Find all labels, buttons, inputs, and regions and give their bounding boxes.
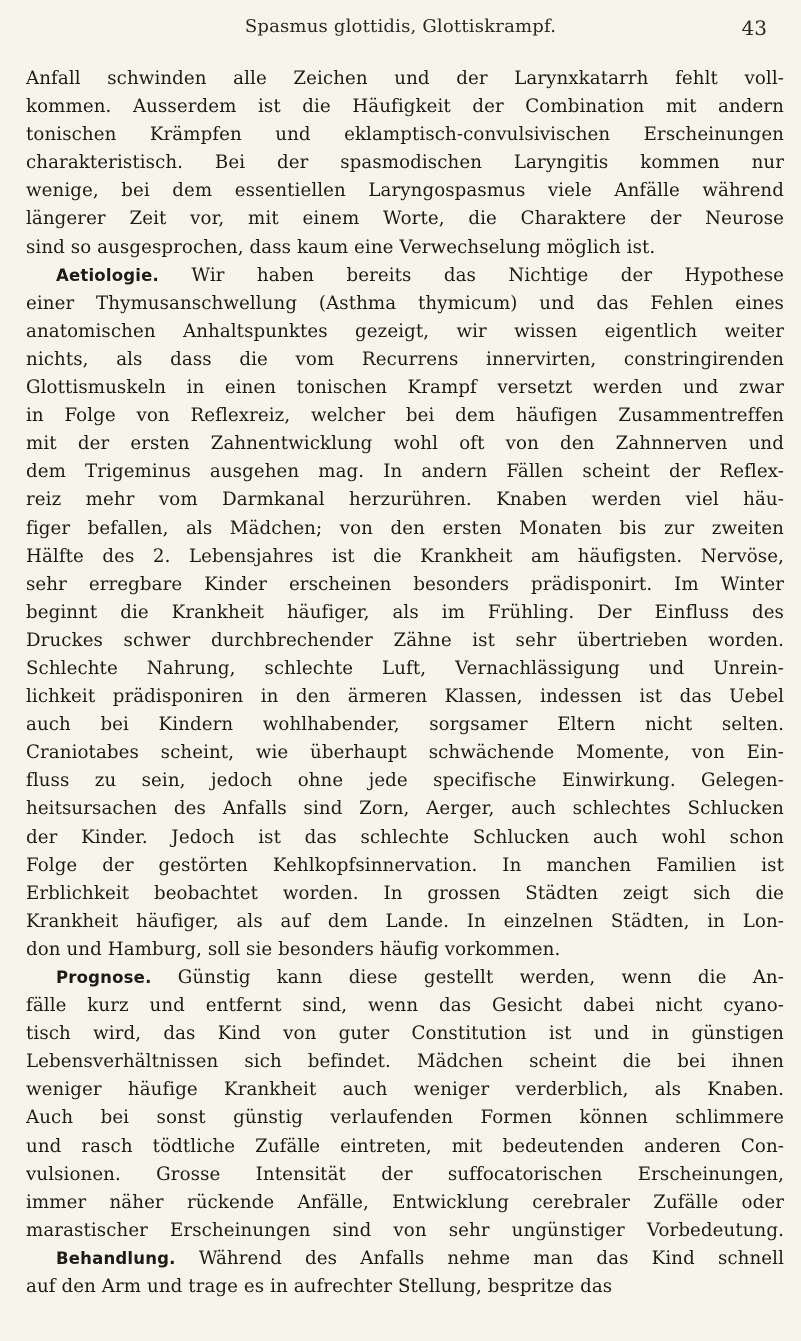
line-text: auch bei Kindern wohlhabender, sorgsamer Eltern nicht selten.: [26, 714, 784, 736]
text-line: [26, 795, 784, 823]
text-line: [26, 1245, 784, 1273]
text-line: [26, 543, 784, 571]
line-text: mit der ersten Zahnentwicklung wohl oft von den Zahnnerven und: [26, 433, 784, 455]
text-line: [26, 599, 784, 627]
line-text: Günstig kann diese gestellt werden, wenn die An-: [151, 967, 784, 988]
text-line: [26, 571, 784, 599]
line-text: Glottismuskeln in einen tonischen Krampf versetzt werden und zwar: [26, 377, 784, 399]
line-text: einer Thymusanschwellung (Asthma thymicum) und das Fehlen eines: [26, 292, 784, 314]
text-line: [26, 964, 784, 992]
text-line: [26, 655, 784, 683]
line-text: Schlechte Nahrung, schlechte Luft, Vernachlässigung und Unrein-: [26, 657, 784, 679]
text-line: [26, 1161, 784, 1189]
text-line: [26, 852, 784, 880]
line-text: beginnt die Krankheit häufiger, als im Frühling. Der Einfluss des: [26, 601, 784, 623]
text-line: [26, 683, 784, 711]
text-line: [26, 177, 784, 205]
line-text: fälle kurz und entfernt sind, wenn das Gesicht dabei nicht cyano-: [26, 995, 784, 1017]
text-line: [26, 767, 784, 795]
text-line: [26, 346, 784, 374]
line-text: immer näher rückende Anfälle, Entwicklung cerebraler Zufälle oder: [26, 1191, 784, 1213]
line-text: sind so ausgesprochen, dass kaum eine Verwechselung möglich ist.: [26, 236, 656, 258]
line-text: Erblichkeit beobachtet worden. In grossen Städten zeigt sich die: [26, 882, 784, 904]
line-text: sehr erregbare Kinder erscheinen besonders prädisponirt. Im Winter: [26, 573, 784, 595]
text-line: [26, 1104, 784, 1132]
line-text: don und Hamburg, soll sie besonders häufig vorkommen.: [26, 938, 561, 960]
line-text: Hälfte des 2. Lebensjahres ist die Krankheit am häufigsten. Nervöse,: [26, 545, 784, 567]
line-text: Auch bei sonst günstig verlaufenden Formen können schlimmere: [26, 1107, 784, 1129]
text-line: [26, 205, 784, 233]
line-text: und rasch tödtliche Zufälle eintreten, mit bedeutenden anderen Con-: [26, 1135, 784, 1157]
line-text: Während des Anfalls nehme man das Kind schnell: [175, 1247, 784, 1269]
line-text: lichkeit prädisponiren in den ärmeren Klassen, indessen ist das Uebel: [26, 686, 784, 708]
line-text: weniger häufige Krankheit auch weniger verderblich, als Knaben.: [26, 1079, 784, 1101]
section-heading: Behandlung.: [56, 1248, 176, 1268]
section-heading: Aetiologie.: [56, 265, 159, 285]
text-line: [26, 149, 784, 177]
line-text: in Folge von Reflexreiz, welcher bei dem häufigen Zusammentreffen: [26, 405, 784, 427]
line-text: kommen. Ausserdem ist die Häufigkeit der Combination mit andern: [26, 96, 784, 118]
line-text: fluss zu sein, jedoch ohne jede specifische Einwirkung. Gelegen-: [26, 770, 784, 792]
line-text: tisch wird, das Kind von guter Constitution ist und in günstigen: [26, 1023, 784, 1045]
text-line: [26, 93, 784, 121]
text-line: [26, 65, 784, 93]
line-text: Folge der gestörten Kehlkopfsinnervation. In manchen Familien ist: [26, 854, 784, 876]
text-line: [26, 458, 784, 486]
text-line: [26, 1189, 784, 1217]
text-line: [26, 1020, 784, 1048]
text-line: [26, 234, 784, 262]
line-text: wenige, bei dem essentiellen Laryngospasmus viele Anfälle während: [26, 180, 784, 202]
line-text: der Kinder. Jedoch ist das schlechte Schlucken auch wohl schon: [26, 826, 784, 848]
text-line: [26, 908, 784, 936]
line-text: marastischer Erscheinungen sind von sehr ungünstiger Vorbedeutung.: [26, 1219, 784, 1241]
text-line: [26, 1048, 784, 1076]
line-text: anatomischen Anhaltspunktes gezeigt, wir wissen eigentlich weiter: [26, 320, 784, 342]
line-text: charakteristisch. Bei der spasmodischen Laryngitis kommen nur: [26, 152, 784, 174]
line-text: reiz mehr vom Darmkanal herzurühren. Knaben werden viel häu-: [26, 489, 784, 511]
text-line: [26, 627, 784, 655]
text-line: [26, 430, 784, 458]
text-line: [26, 711, 784, 739]
line-text: Wir haben bereits das Nichtige der Hypothese: [158, 264, 784, 286]
line-text: vulsionen. Grosse Intensität der suffocatorischen Erscheinungen,: [26, 1163, 784, 1185]
text-line: [26, 486, 784, 514]
text-line: [26, 992, 784, 1020]
text-line: [26, 1076, 784, 1104]
page-number: 43: [741, 16, 767, 40]
text-line: [26, 1133, 784, 1161]
text-line: [26, 374, 784, 402]
line-text: tonischen Krämpfen und eklamptisch-convulsivischen Erscheinungen: [26, 124, 784, 146]
line-text: längerer Zeit vor, mit einem Worte, die Charaktere der Neurose: [26, 208, 784, 230]
line-text: auf den Arm und trage es in aufrechter Stellung, bespritze das: [26, 1276, 613, 1298]
line-text: nichts, als dass die vom Recurrens innervirten, constringirenden: [26, 348, 784, 370]
text-line: [26, 1273, 784, 1301]
line-text: Anfall schwinden alle Zeichen und der Larynxkatarrh fehlt voll-: [26, 68, 784, 89]
line-text: Lebensverhältnissen sich befindet. Mädchen scheint die bei ihnen: [26, 1051, 784, 1073]
line-text: Craniotabes scheint, wie überhaupt schwächende Momente, von Ein-: [26, 742, 784, 764]
text-line: [26, 262, 784, 290]
text-line: [26, 880, 784, 908]
text-line: [26, 290, 784, 318]
body-text: [26, 65, 784, 1335]
line-text: dem Trigeminus ausgehen mag. In andern Fällen scheint der Reflex-: [26, 461, 784, 483]
text-line: [26, 1217, 784, 1245]
text-line: [26, 121, 784, 149]
text-line: [26, 824, 784, 852]
line-text: heitsursachen des Anfalls sind Zorn, Aerger, auch schlechtes Schlucken: [26, 798, 784, 820]
page-header: [0, 16, 801, 50]
text-line: [26, 318, 784, 346]
text-line: [26, 739, 784, 767]
text-line: [26, 936, 784, 964]
line-text: figer befallen, als Mädchen; von den ersten Monaten bis zur zweiten: [26, 517, 784, 539]
line-text: Krankheit häufiger, als auf dem Lande. In einzelnen Städten, in Lon-: [26, 910, 784, 932]
text-line: [26, 402, 784, 430]
section-heading: Prognose.: [56, 968, 152, 987]
text-line: [26, 515, 784, 543]
line-text: Druckes schwer durchbrechender Zähne ist sehr übertrieben worden.: [26, 629, 784, 651]
running-title: Spasmus glottidis, Glottiskrampf.: [244, 16, 557, 37]
